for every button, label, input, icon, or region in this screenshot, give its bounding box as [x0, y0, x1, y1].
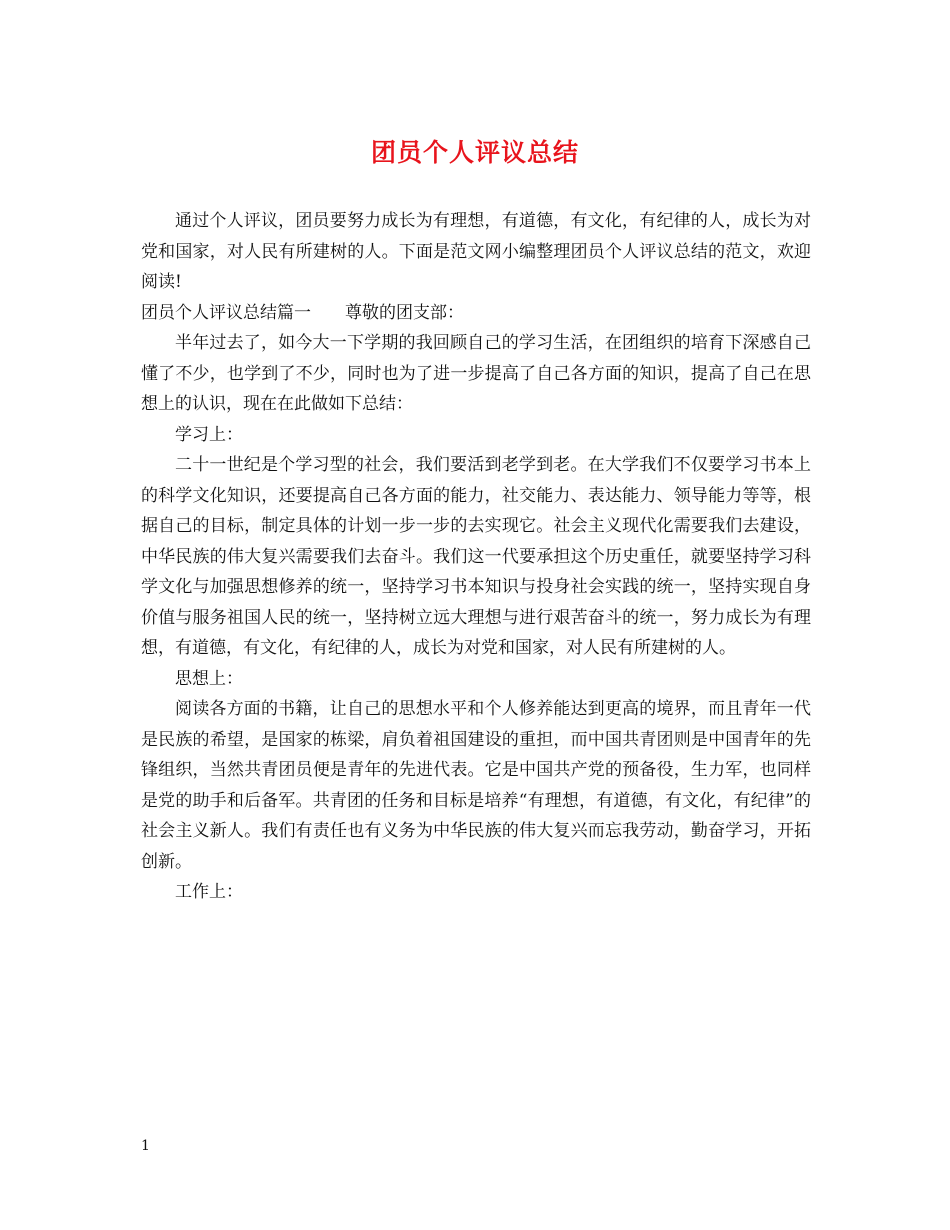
document-body	[141, 206, 811, 908]
section-heading-salutation: 团员个人评议总结篇一 尊敬的团支部：	[141, 302, 464, 323]
paragraph-study: 二十一世纪是个学习型的社会，我们要活到老学到老。在大学我们不仅要学习书本上的科学文化知识，还要提高自己各方面的能力，社交能力、表达能力、领导能力等等，根据自己的目标，制定具体的计划一步一步的去实现它。社会主义现代化需要我们去建设，中华民族的伟大复兴需要我们去奋斗。我们这一代要承担这个历史重任，就要坚持学习科学文化与加强思想修养的统一，坚持学习书本知识与投身社会实践的统一，坚持实现自身价值与服务祖国人民的统一，坚持树立远大理想与进行艰苦奋斗的统一，努力成长为有理想，有道德，有文化，有纪律的人，成长为对党和国家，对人民有所建树的人。	[141, 455, 811, 658]
document-title: 团员个人评议总结	[370, 138, 579, 167]
paragraph-review: 半年过去了，如今大一下学期的我回顾自己的学习生活，在团组织的培育下深感自己懂了不少，也学到了不少，同时也为了进一步提高了自己各方面的知识，提高了自己在思想上的认识，现在在此做如下总结：	[141, 333, 811, 414]
paragraph-thought: 阅读各方面的书籍，让自己的思想水平和个人修养能达到更高的境界，而且青年一代是民族的希望，是国家的栋梁，肩负着祖国建设的重担，而中国共青团则是中国青年的先锋组织，当然共青团员便是青年的先进代表。它是中国共产党的预备役，生力军，也同样是党的助手和后备军。共青团的任务和目标是培养“有理想，有道德，有文化，有纪律”的社会主义新人。我们有责任也有义务为中华民族的伟大复兴而忘我劳动，勤奋学习，开拓创新。	[141, 699, 811, 872]
subheading-thought: 思想上：	[175, 668, 243, 689]
paragraph-intro: 通过个人评议，团员要努力成长为有理想，有道德，有文化，有纪律的人，成长为对党和国家，对人民有所建树的人。下面是范文网小编整理团员个人评议总结的范文，欢迎阅读!	[141, 211, 811, 292]
subheading-work: 工作上：	[175, 882, 243, 902]
subheading-study: 学习上：	[175, 424, 243, 445]
page-number: 1	[141, 1138, 150, 1154]
